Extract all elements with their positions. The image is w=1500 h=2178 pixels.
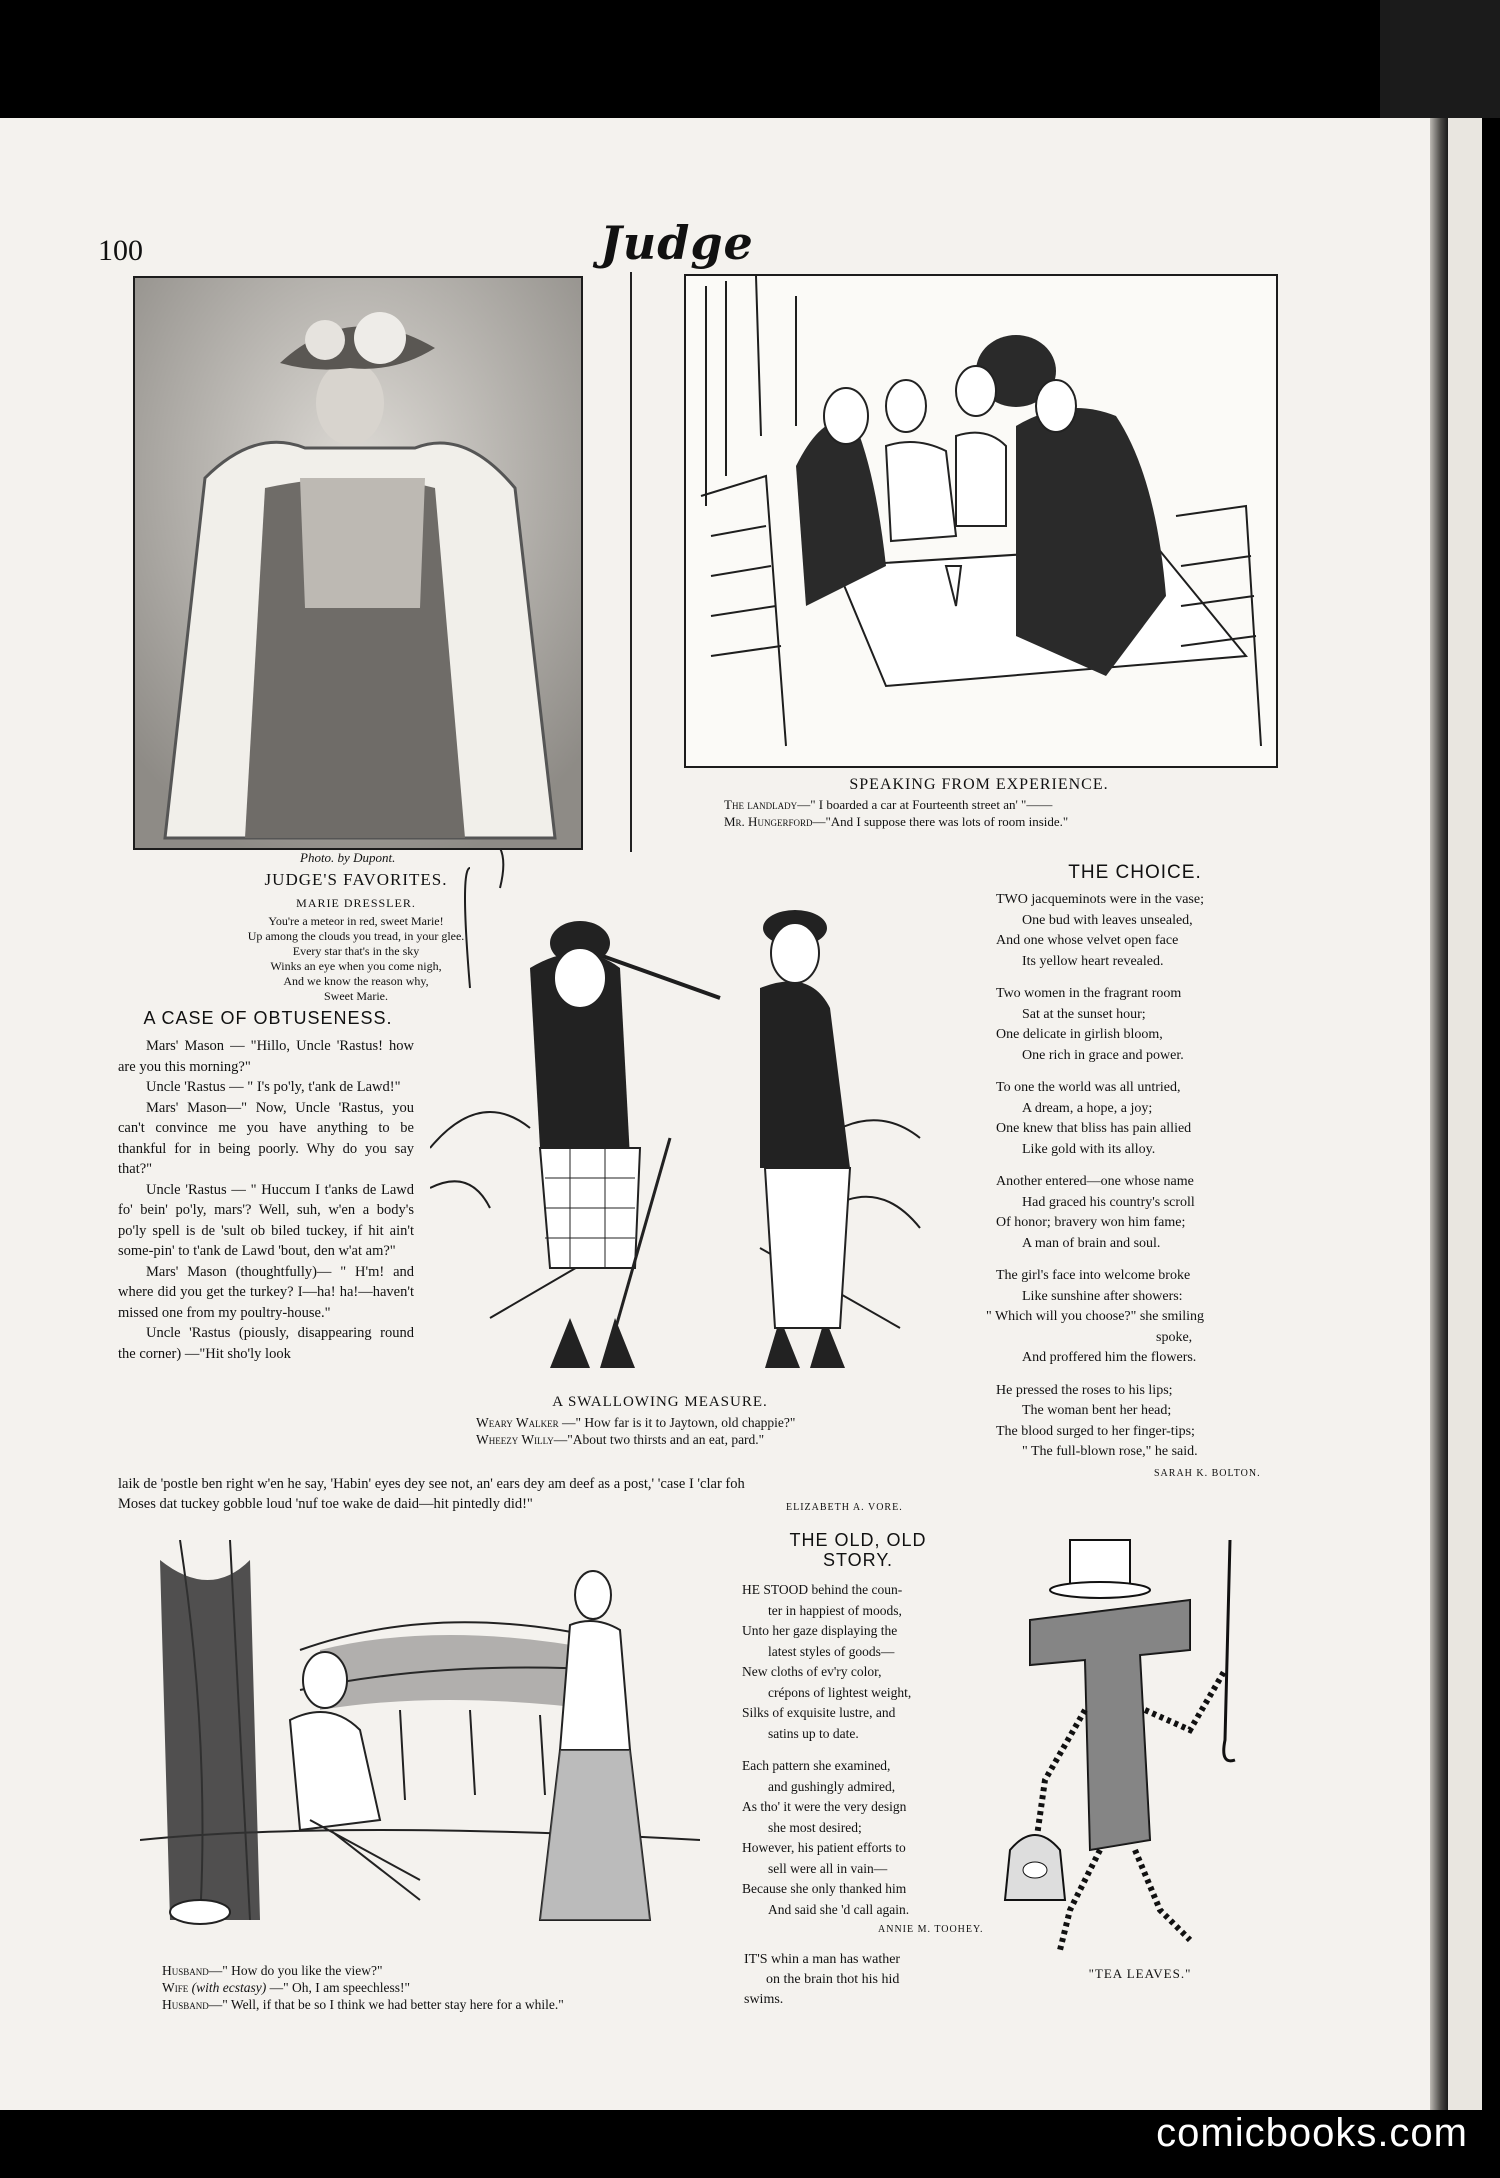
poem-line: And said she 'd call again. (768, 1901, 910, 1917)
poem-line: " The full-blown rose," he said. (1022, 1444, 1198, 1459)
choice-title: THE CHOICE. (1068, 862, 1202, 883)
tea-leaves-caption: "TEA LEAVES." (1088, 1966, 1192, 1981)
book-spine (1430, 118, 1448, 2110)
poem-line: As tho' it were the very design (742, 1799, 907, 1814)
verse-line: Every star that's in the sky (292, 944, 420, 958)
poem-line: And proffered him the flowers. (1022, 1350, 1197, 1365)
oldstory-signature: ANNIE M. TOOHEY. (878, 1924, 984, 1935)
verse-line: Up among the clouds you tread, in your glee. (247, 929, 465, 943)
poem-line: One delicate in girlish bloom, (996, 1027, 1163, 1042)
tramps-drawing (430, 848, 930, 1390)
favorites-title: JUDGE'S FAVORITES. (264, 870, 448, 889)
view-line-1 (162, 1962, 732, 1979)
poem-line: Unto her gaze displaying the (742, 1623, 898, 1638)
experience-line-2 (724, 813, 1284, 830)
speaker: Weary Walker (476, 1415, 559, 1430)
experience-title: SPEAKING FROM EXPERIENCE. (849, 776, 1109, 793)
choice-poem (986, 890, 1296, 1463)
speaker: Wheezy Willy (476, 1432, 554, 1447)
stanza (996, 1172, 1296, 1254)
swallowing-title: A SWALLOWING MEASURE. (552, 1394, 768, 1410)
poem-line: ter in happiest of moods, (768, 1602, 902, 1618)
poem-line: Of honor; bravery won him fame; (996, 1215, 1186, 1230)
stage-direction: (with ecstasy) (191, 1980, 267, 1995)
swallowing-line-1 (476, 1414, 976, 1431)
joke-line: IT'S whin a man has wather (744, 1952, 901, 1967)
obtuseness-signature: ELIZABETH A. VORE. (786, 1502, 903, 1513)
poem-line: Its yellow heart revealed. (1022, 953, 1164, 969)
poem-line: latest styles of goods— (768, 1643, 895, 1659)
tea-leaves-illustration (990, 1520, 1280, 1960)
poem-line: Silks of exquisite lustre, and (742, 1705, 896, 1720)
poem-line: spoke, (1156, 1329, 1193, 1345)
poem-line: sell were all in vain— (768, 1860, 888, 1876)
portrait-photo (133, 276, 583, 850)
poem-line: Two women in the fragrant room (996, 986, 1182, 1001)
poem-line: she most desired; (768, 1819, 862, 1835)
view-illustration (140, 1540, 700, 1936)
stanza (742, 1580, 982, 1744)
obtuseness-title: A CASE OF OBTUSENESS. (143, 1008, 393, 1028)
speaker: The landlady (724, 797, 798, 812)
favorites-subject: MARIE DRESSLER. (296, 896, 416, 910)
poem-line: Like sunshine after showers: (1022, 1288, 1183, 1304)
verse-line: Sweet Marie. (324, 989, 388, 1003)
stanza (986, 1266, 1296, 1369)
poem-line: satins up to date. (768, 1725, 859, 1741)
poem-line: And one whose velvet open face (996, 933, 1179, 948)
column-rule (630, 272, 632, 852)
oldstory-title (738, 1530, 978, 1570)
poem-line: One rich in grace and power. (1022, 1047, 1184, 1063)
verse-line: Winks an eye when you come nigh, (270, 959, 442, 973)
masthead: Judge (600, 216, 754, 270)
tramps-illustration (430, 848, 930, 1390)
paragraph: Mars' Mason—" Now, Uncle 'Rastus, you can't convince me you have anything to be thankful for in being poorly. Why do you say that?" (118, 1099, 414, 1177)
continuation-line: laik de 'postle ben right w'en he say, 'Habin' eyes dey see not, an' ears dey am deef as a post,' 'case I 'clar foh (118, 1476, 745, 1492)
dialogue-text: —" How do you like the view?" (208, 1963, 383, 1978)
stanza (996, 890, 1296, 972)
verse-line: You're a meteor in red, sweet Marie! (268, 914, 444, 928)
poem-line: TWO jacqueminots were in the vase; (996, 892, 1204, 907)
page-number: 100 (98, 234, 143, 267)
poem-line: The girl's face into welcome broke (996, 1268, 1191, 1283)
poem-line: A man of brain and soul. (1022, 1235, 1161, 1251)
tea-leaves-drawing (990, 1520, 1280, 1960)
poem-line: " Which will you choose?" she smiling (986, 1309, 1205, 1324)
poem-line: A dream, a hope, a joy; (1022, 1100, 1153, 1116)
experience-dialogue (724, 796, 1284, 830)
view-dialogue (162, 1962, 732, 2013)
dining-drawing (686, 276, 1276, 766)
poem-line: Another entered—one whose name (996, 1174, 1194, 1189)
oldstory-poem (742, 1580, 982, 1920)
stanza (996, 1381, 1296, 1463)
paragraph: Uncle 'Rastus — " I's po'ly, t'ank de Lawd!" (146, 1079, 401, 1095)
obtuseness-body (118, 1036, 414, 1364)
poem-line: Sat at the sunset hour; (1022, 1006, 1146, 1022)
scan-frame-top (1380, 0, 1500, 118)
choice-signature: SARAH K. BOLTON. (1154, 1468, 1261, 1479)
poem-line: New cloths of ev'ry color, (742, 1664, 882, 1679)
dialogue-text: —" How far is it to Jaytown, old chappie?" (558, 1415, 796, 1430)
dialogue-text: —" Well, if that be so I think we had better stay here for a while." (208, 1997, 564, 2012)
speaker: Mr. Hungerford (724, 814, 813, 829)
stanza (996, 1078, 1296, 1160)
poem-line: HE STOOD behind the coun- (742, 1582, 903, 1597)
poem-line: The blood surged to her finger-tips; (996, 1423, 1195, 1439)
view-line-2 (162, 1979, 732, 1996)
dialogue-text: —"And I suppose there was lots of room inside." (812, 814, 1069, 829)
photo-credit: Photo. by Dupont. (300, 850, 396, 865)
poem-line: He pressed the roses to his lips; (996, 1382, 1173, 1398)
poem-line: crépons of lightest weight, (768, 1684, 912, 1700)
speaker: Husband (162, 1997, 209, 2012)
poem-line: One bud with leaves unsealed, (1022, 912, 1193, 928)
portrait-illustration (135, 278, 581, 848)
stanza (742, 1756, 982, 1920)
next-page-edge (1448, 118, 1482, 2110)
view-drawing (140, 1540, 700, 1936)
paragraph: Uncle 'Rastus (piously, disappearing round the corner) —"Hit sho'ly look (118, 1325, 414, 1362)
poem-line: One knew that bliss has pain allied (996, 1121, 1192, 1136)
swallowing-line-2 (476, 1431, 976, 1448)
joke-line: swims. (744, 1992, 784, 2007)
experience-line-1 (724, 796, 1284, 813)
poem-line: To one the world was all untried, (996, 1080, 1181, 1095)
title-line: THE OLD, OLD (789, 1530, 927, 1550)
dining-illustration (684, 274, 1278, 768)
poem-line: Like gold with its alloy. (1022, 1141, 1156, 1157)
stanza (996, 984, 1296, 1066)
speaker: Husband (162, 1963, 209, 1978)
continuation-line: Moses dat tuckey gobble loud 'nuf toe wake de daid—hit pintedly did!" (118, 1496, 533, 1512)
poem-line: Each pattern she examined, (742, 1758, 891, 1773)
poem-line: However, his patient efforts to (742, 1840, 906, 1855)
weather-joke (744, 1950, 974, 2010)
swallowing-dialogue (476, 1414, 976, 1448)
site-watermark: comicbooks.com (1156, 2111, 1468, 2155)
view-line-3 (162, 1996, 732, 2013)
poem-line: The woman bent her head; (1022, 1403, 1172, 1418)
poem-line: Because she only thanked him (742, 1881, 907, 1896)
dialogue-text: —" Oh, I am speechless!" (266, 1980, 410, 1995)
dialogue-text: —"About two thirsts and an eat, pard." (553, 1432, 765, 1447)
paragraph: Mars' Mason (thoughtfully)— " H'm! and where did you get the turkey? I—ha! ha!—haven't missed one from my poultry-house." (118, 1263, 414, 1321)
paragraph: Mars' Mason — "Hillo, Uncle 'Rastus! how are you this morning?" (118, 1038, 414, 1075)
dialogue-text: —" I boarded a car at Fourteenth street an' "—— (797, 797, 1053, 812)
paragraph: Uncle 'Rastus — " Huccum I t'anks de Lawd fo' bein' po'ly, mars'? Well, suh, w'en a body's po'ly spell is de 'sult ob biled tuckey, if hit ain't some-pin' to t'ank de Lawd 'bout, den w'at am?" (118, 1181, 414, 1259)
poem-line: and gushingly admired, (768, 1778, 896, 1794)
poem-line: Had graced his country's scroll (1022, 1194, 1195, 1210)
title-line: STORY. (822, 1550, 894, 1570)
joke-line: on the brain thot his hid (766, 1972, 900, 1987)
verse-line: And we know the reason why, (283, 974, 429, 988)
speaker: Wife (162, 1980, 189, 1995)
